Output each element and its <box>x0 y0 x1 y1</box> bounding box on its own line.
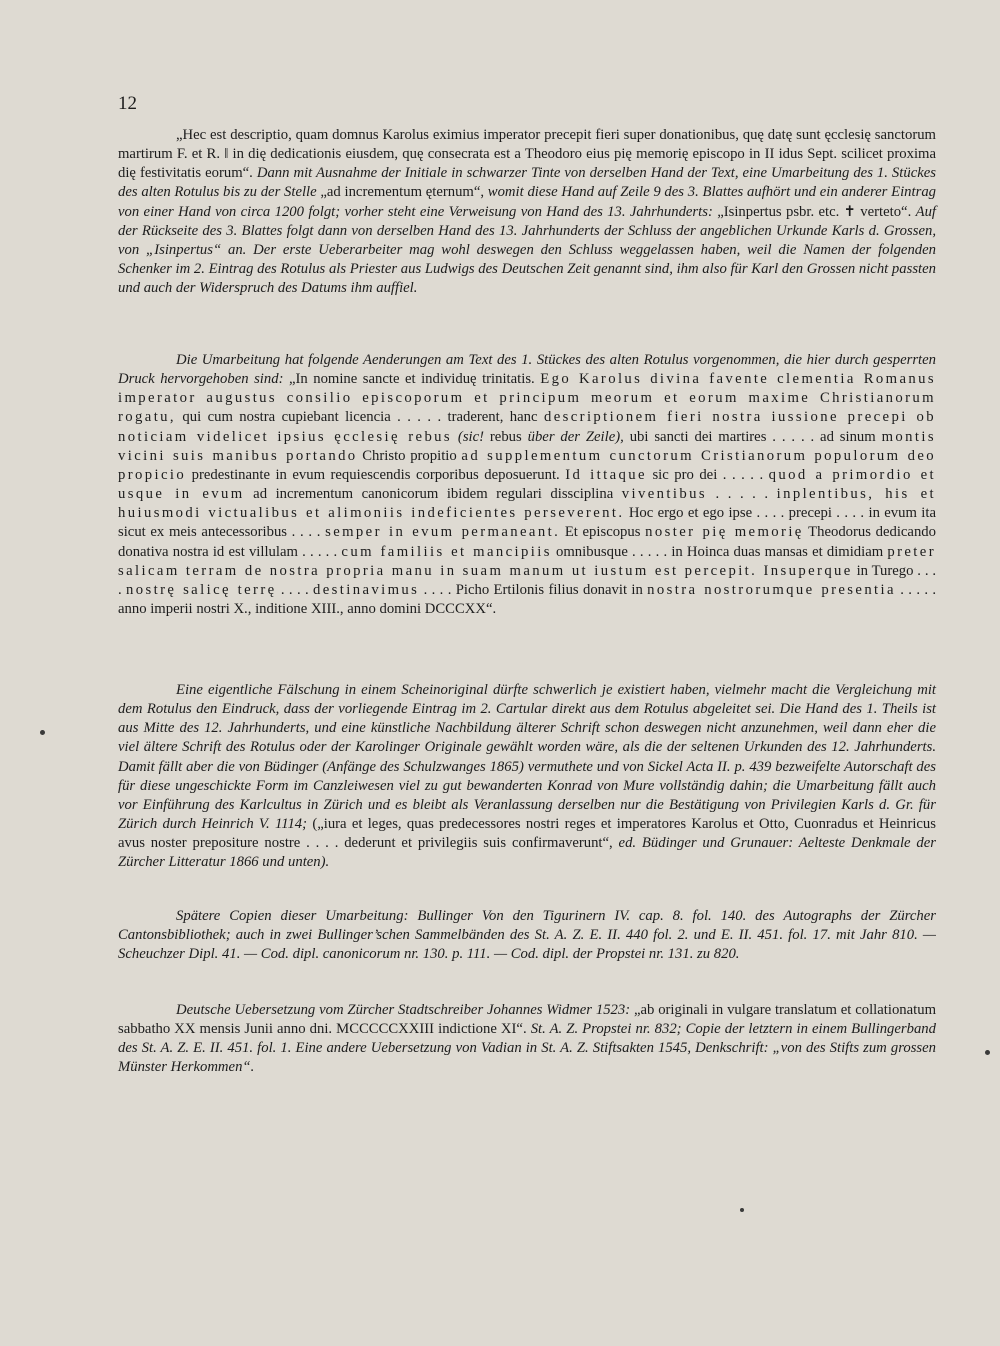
latin-text: rebus <box>489 428 528 445</box>
commentary: ed. Büdinger und Grunauer: Aelteste Denkmale der Zürcher Litteratur 1866 und unten). <box>118 835 936 871</box>
scan-speck <box>985 1050 990 1055</box>
paragraph-manuscript-description <box>118 126 936 298</box>
scan-speck <box>40 730 45 735</box>
paragraph-german-translation <box>118 1001 936 1078</box>
commentary: über der Zeile), <box>527 428 630 445</box>
latin-text: „In nomine sancte et individuę trinitatis. <box>288 371 541 388</box>
spaced-latin-text: semper in evum permaneant. <box>325 524 561 541</box>
latin-text: ubi sancti dei martires . . . . . ad sinum <box>629 428 882 445</box>
latin-text: . . . . . <box>706 486 777 503</box>
spaced-latin-text: Id ittaque <box>565 466 647 483</box>
spaced-latin-text: ad supplementum cunctorum Cristianorum populorum deo propicio <box>118 447 936 483</box>
latin-text: qui cum nostra cupiebant licencia . . . . . traderent, hanc <box>176 409 544 426</box>
paragraph-later-copies <box>118 907 936 964</box>
paragraph-revision-text <box>118 351 936 619</box>
commentary: Eine eigentliche Fälschung in einem Scheinoriginal dürfte schwerlich je existiert haben, vielmehr macht die Vergleichung mit dem Rotulus den Eindruck, dass der vorliegende Eintrag im 2. Cartular direkt aus dem Rotulus abgeleitet sei. Die Hand des 1. Theils ist aus Mitte des 12. Jahrhunderts, und eine künstliche Nachbildung älterer Schrift schon deswegen nicht anzunehmen, weil dann eher die viel ältere Schrift des Rotulus oder der Karolinger Originale gewählt worden wäre, als die der seltenen Urkunden des 12. Jahrhunderts. Damit fällt aber die von Büdinger (Anfänge des Schulzwanges 1865) vermuthete und von Sickel Acta II. p. 439 bezweifelte Autorschaft des für diese ungeschickte Form im Canzleiwesen viel zu gut bewanderten Konrad von Mure vollständig dahin; die Umarbeitung fällt auch vor Einführung des Karlcultus in Zürich und es bleibt als Veranlassung derselben nur die Bestätigung von Privilegien Karls d. Gr. für Zürich durch Heinrich V. 1114; <box>118 682 936 833</box>
scan-speck <box>740 1208 744 1212</box>
latin-text: Theodorus dedicando donativa nostra id est villulam . . . . . <box>118 524 936 560</box>
latin-text: ad incrementum canonicorum ibidem regulari dissciplina <box>244 486 622 503</box>
paragraph-forgery-discussion <box>118 681 936 873</box>
commentary: Die Umarbeitung hat folgende Aenderungen am Text des 1. Stückes des alten Rotulus vorgenommen, die hier durch gesperrten Druck hervorgehoben sind: <box>118 352 936 388</box>
spaced-latin-text: montis vicini suis manibus portando <box>118 428 936 464</box>
commentary: Dann mit Ausnahme der Initiale in schwarzer Tinte von derselben Hand der Text, eine Umarbeitung des 1. Stückes des alten Rotulus bis zu der Stelle <box>118 165 936 201</box>
latin-text: Christo propitio <box>357 447 462 464</box>
latin-quote: „ad incrementum ęternum“, <box>320 184 488 201</box>
commentary: Deutsche Uebersetzung vom Zürcher Stadtschreiber Johannes Widmer 1523: <box>176 1002 634 1018</box>
spaced-latin-text: noster pię memorię <box>645 524 804 541</box>
latin-text: . . . . . anno imperii nostri X., inditione XIII., anno domini DCCCXX“. <box>118 581 937 618</box>
latin-text: Et episcopus <box>560 524 646 541</box>
latin-quote: („iura et leges, quas predecessores nostri reges et imperatores Karolus et Otto, Cuonradus et Heinricus avus noster prepositure nostre . . . . dederunt et privilegiis suis confirmaverunt“, <box>118 816 936 852</box>
spaced-latin-text: preter salicam terram de nostra propria manu in suam manum ut iustum est percepit. Insuperque <box>118 543 936 579</box>
latin-text: predestinante in evum requiescendis corporibus deposuerunt. <box>186 466 566 483</box>
latin-text: in Turego . . . . <box>118 562 936 598</box>
commentary: Auf der Rückseite des 3. Blattes folgt dann von derselben Hand des 13. Jahrhunderts der Schluss der angeblichen Urkunde Karls d. Grossen, von „Isinpertus“ an. Der erste Ueberarbeiter mag wohl deswegen den Schluss weggelassen haben, weil die Namen der folgenden Schenker im 2. Eintrag des Rotulus als Priester aus Ludwigs des Deutschen Zeit genannt sind, ihm also für Karl den Grossen nicht passten und auch der Widerspruch des Datums ihm auffiel. <box>118 203 937 297</box>
latin-text: Hoc ergo et ego ipse . . . . precepi . . . . in evum ita sicut ex meis antecessoribus . . . . <box>118 505 936 541</box>
spaced-latin-text: destinavimus <box>312 581 420 598</box>
page-number: 12 <box>118 93 137 114</box>
spaced-latin-text: nostra nostrorumque presentia <box>647 581 896 598</box>
latin-text: . . . . Picho Ertilonis filius donavit in <box>419 581 648 598</box>
spaced-latin-text: nostrę salicę terrę <box>126 581 277 598</box>
commentary: womit diese Hand auf Zeile 9 des 3. Blattes aufhört und ein anderer Eintrag von einer Hand von circa 1200 folgt; vorher steht eine Verweisung von Hand des 13. Jahrhunderts: <box>118 184 937 220</box>
spaced-latin-text: Ego Karolus divina favente clementia Romanus imperator augustus consilio episcoporum et principum meorum et eorum maxime Christianorum rogatu, <box>118 371 937 426</box>
spaced-latin-text: cum familiis et mancipiis <box>341 543 552 560</box>
spaced-latin-text: inplentibus, his et huiusmodi victualibus et alimoniis indeficientes perseverent. <box>118 486 936 522</box>
spaced-latin-text: descriptionem fieri nostra iussione precepi ob noticiam videlicet ipsius ęcclesię rebus <box>118 409 936 445</box>
latin-quote: „Isinpertus psbr. etc. ✝ verteto“. <box>717 203 916 220</box>
latin-quote: „Hec est descriptio, quam domnus Karolus eximius imperator precepit fieri super donationibus, quę datę sunt ęcclesię sanctorum martirum F. et R. ‖ in dię dedicationis eiusdem, quę consecrata est a Theodoro eius pię memorię episcopo in II idus Sept. scilicet proxima dię festivitatis eorum“. <box>118 127 936 182</box>
spaced-latin-text: quod a primordio et usque in evum <box>118 466 936 503</box>
spaced-latin-text: viventibus <box>621 486 707 503</box>
latin-text: . . . . <box>276 581 313 598</box>
commentary: (sic! <box>452 428 490 445</box>
latin-text: omnibusque . . . . . in Hoinca duas mansas et dimidiam <box>551 543 888 560</box>
commentary: Spätere Copien dieser Umarbeitung: Bullinger Von den Tigurinern IV. cap. 8. fol. 140. des Autographs der Zürcher Cantonsbibliothek; auch in zwei Bullinger’schen Sammelbänden des St. A. Z. E. II. 440 fol. 2. und E. II. 451. fol. 17. mit Jahr 810. — Scheuchzer Dipl. 41. — Cod. dipl. canonicorum nr. 130. p. 111. — Cod. dipl. der Propstei nr. 131. zu 820. <box>118 908 936 963</box>
commentary: St. A. Z. Propstei nr. 832; Copie der letztern in einem Bullingerband des St. A. Z. E. II. 451. fol. 1. Eine andere Uebersetzung von Vadian in St. A. Z. Stiftsakten 1545, Denkschrift: „von des Stifts zum grossen Münster Herkommen“. <box>118 1021 936 1076</box>
latin-quote: „ab originali in vulgare translatum et collationatum sabbatho XX mensis Junii anno dni. MCCCCCXXIII indictione XI“. <box>118 1002 936 1038</box>
latin-text: sic pro dei . . . . . <box>646 466 769 483</box>
